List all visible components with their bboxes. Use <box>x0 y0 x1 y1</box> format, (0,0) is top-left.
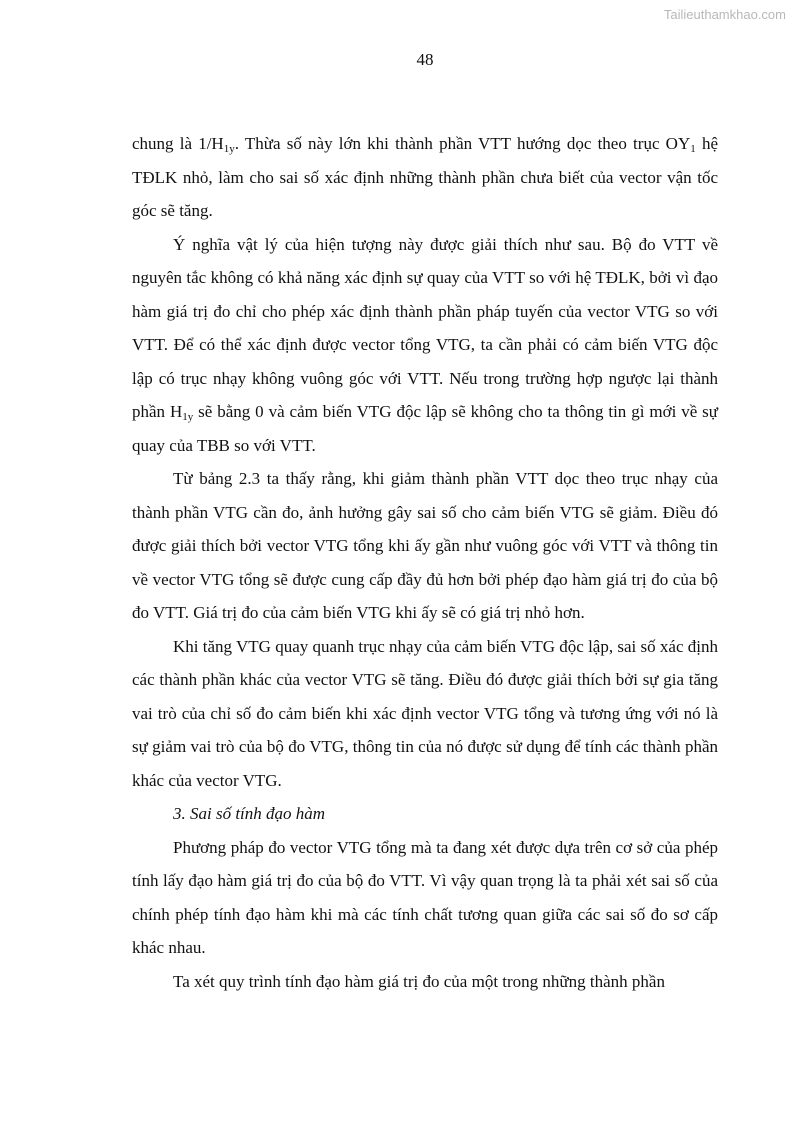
watermark-text: Tailieuthamkhao.com <box>663 7 786 22</box>
paragraph-1-text-c: hệ TĐLK nhỏ, làm cho sai số xác định những thành phần chưa biết của vector vận tốc góc sẽ tăng. <box>132 134 718 220</box>
paragraph-5: Phương pháp đo vector VTG tổng mà ta đang xét được dựa trên cơ sở của phép tính lấy đạo hàm giá trị đo của bộ đo VTT. Vì vậy quan trọng là ta phải xét sai số của chính phép tính đạo hàm khi mà các tính chất tương quan giữa các sai số đo sơ cấp khác nhau. <box>132 837 718 957</box>
paragraph-6: Ta xét quy trình tính đạo hàm giá trị đo của một trong những thành phần <box>173 971 665 991</box>
paragraph-2-text-b: sẽ bằng 0 và cảm biến VTG độc lập sẽ không cho ta thông tin gì mới về sự quay của TBB so với VTT. <box>132 402 718 455</box>
document-body <box>132 127 718 998</box>
section-heading: 3. Sai số tính đạo hàm <box>173 804 326 823</box>
subscript-1y: 1y <box>182 411 194 423</box>
paragraph-1-text-a: chung là 1/H <box>132 134 224 153</box>
page-number: 48 <box>416 50 434 69</box>
paragraph-3: Từ bảng 2.3 ta thấy rằng, khi giảm thành phần VTT dọc theo trục nhạy của thành phần VTG cần đo, ảnh hưởng gây sai số cho cảm biến VTG sẽ giảm. Điều đó được giải thích bởi vector VTG tổng khi ấy gần như vuông góc với VTT và thông tin về vector VTG tổng sẽ được cung cấp đầy đủ hơn bởi phép đạo hàm giá trị đo của bộ đo VTT. Giá trị đo của cảm biến VTG khi ấy sẽ có giá trị nhỏ hơn. <box>132 469 718 622</box>
paragraph-4: Khi tăng VTG quay quanh trục nhạy của cảm biến VTG độc lập, sai số xác định các thành phần khác của vector VTG sẽ tăng. Điều đó được giải thích bởi sự gia tăng vai trò của chỉ số đo cảm biến khi xác định vector VTG tổng và tương ứng với nó là sự giảm vai trò của bộ đo VTG, thông tin của nó được sử dụng để tính các thành phần khác của vector VTG. <box>132 636 718 790</box>
paragraph-1-text-b: . Thừa số này lớn khi thành phần VTT hướng dọc theo trục OY <box>234 134 691 153</box>
paragraph-2-text-a: Ý nghĩa vật lý của hiện tượng này được giải thích như sau. Bộ đo VTT về nguyên tắc không có khả năng xác định sự quay của VTT so với hệ TĐLK, bởi vì đạo hàm giá trị đo chỉ cho phép xác định thành phần pháp tuyến của vector VTG so với VTT. Để có thể xác định được vector tổng VTG, ta cần phải có cảm biến VTG độc lập có trục nhạy không vuông góc với VTT. Nếu trong trường hợp ngược lại thành phần H <box>132 234 718 421</box>
paragraph-2 <box>132 228 718 463</box>
paragraph-1 <box>132 127 718 228</box>
subscript-1: 1 <box>690 143 696 155</box>
subscript-1y: 1y <box>223 143 235 155</box>
